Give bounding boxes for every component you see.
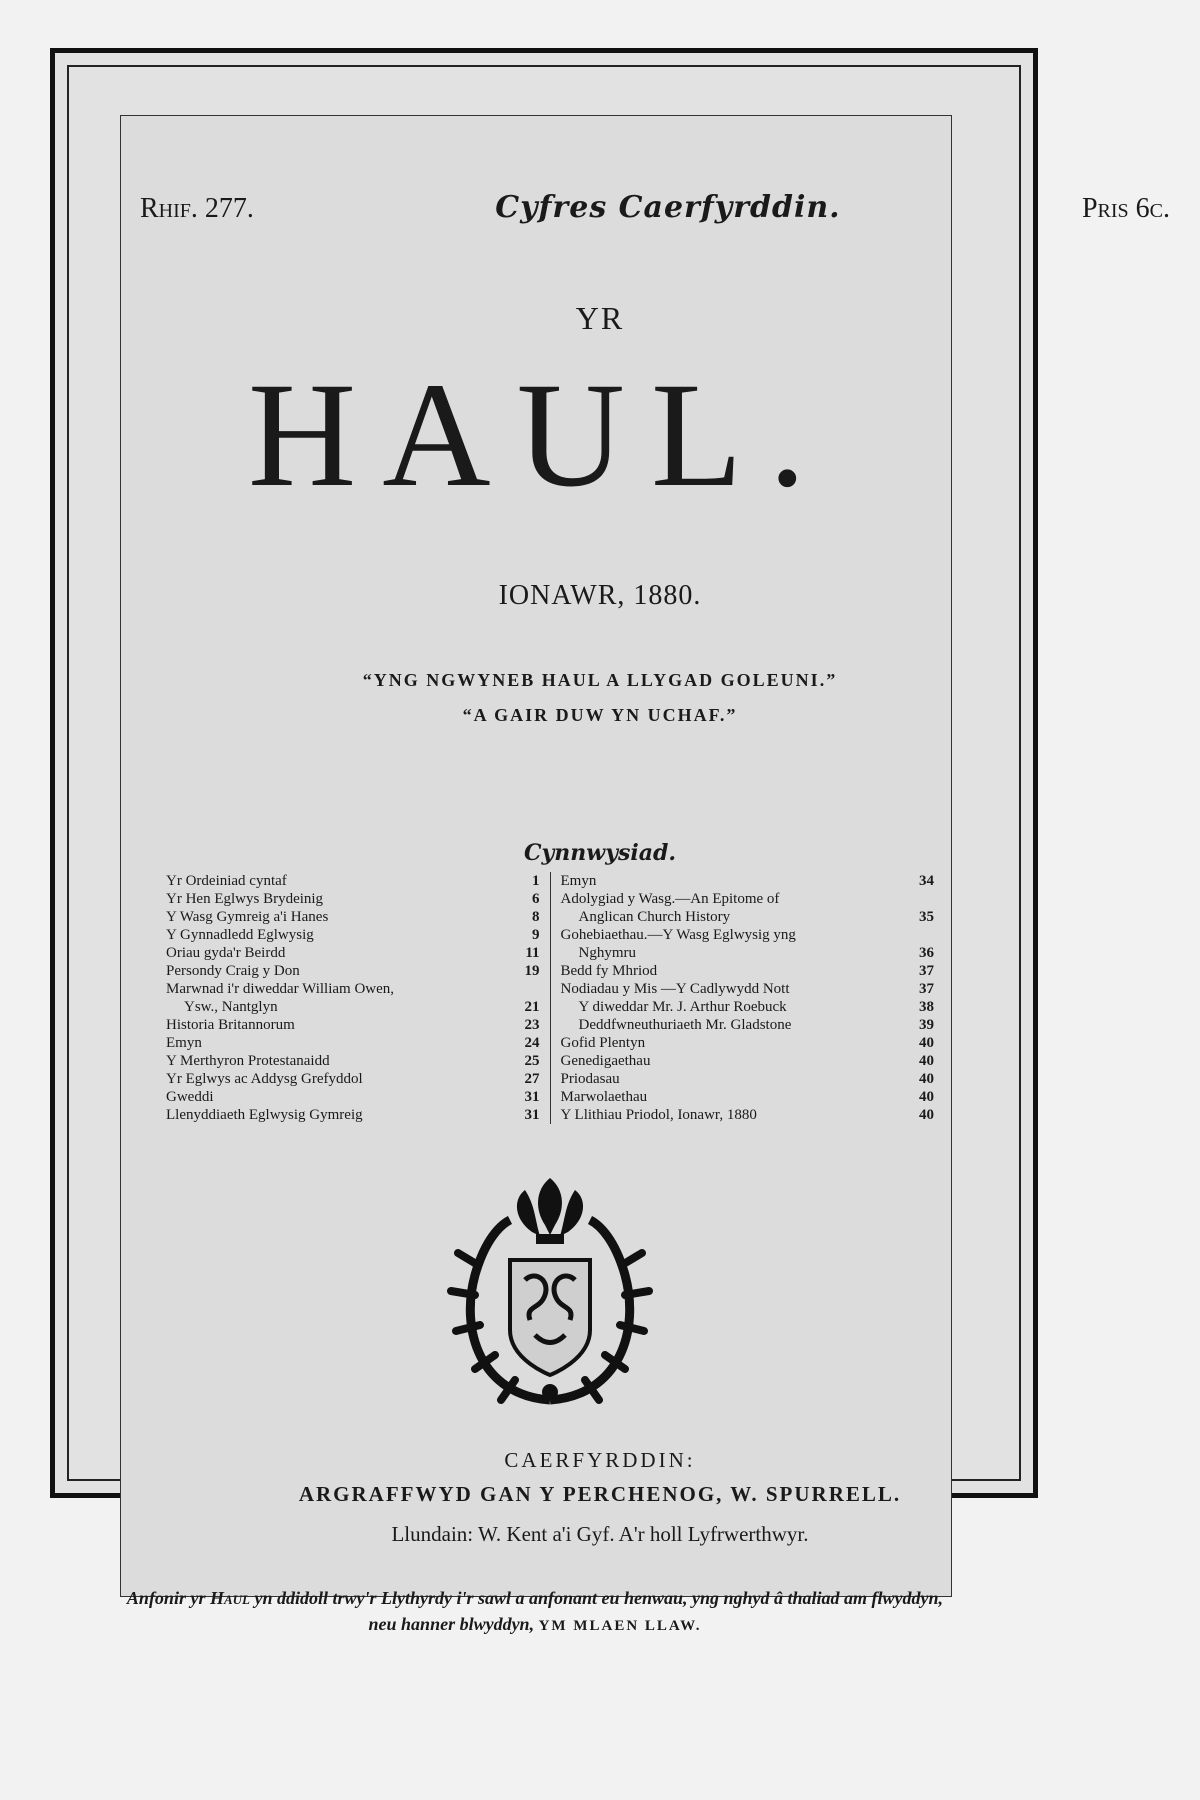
contents-entry-title: Emyn: [166, 1035, 202, 1051]
contents-entry-title: Y Wasg Gymreig a'i Hanes: [166, 909, 329, 925]
header-line: [130, 190, 1180, 225]
issue-number: Rhif. 277.: [140, 193, 254, 224]
contents-entry-page: 24: [524, 1035, 540, 1051]
contents-entry-page: 9: [532, 927, 540, 943]
contents-entry: [166, 1070, 540, 1088]
contents-entry: [166, 980, 540, 998]
contents-entry-page: 23: [524, 1017, 540, 1033]
contents-entry-title: Yr Eglwys ac Addysg Grefyddol: [166, 1071, 363, 1087]
contents-entry: [166, 962, 540, 980]
contents-entry: [561, 998, 935, 1016]
contents-entry: [166, 1088, 540, 1106]
contents-entry-page: 40: [919, 1035, 934, 1051]
contents-left-column: [160, 872, 551, 1124]
contents-entry: [561, 890, 935, 908]
contents-table: [160, 872, 940, 1124]
contents-entry: [561, 1106, 935, 1124]
contents-entry-title: Oriau gyda'r Beirdd: [166, 945, 286, 961]
contents-entry-page: 40: [919, 1107, 934, 1123]
subscription-notice: [120, 1585, 950, 1639]
contents-entry-title: Persondy Craig y Don: [166, 963, 300, 979]
contents-entry: [561, 908, 935, 926]
motto-1: “YNG NGWYNEB HAUL A LLYGAD GOLEUNI.”: [362, 670, 838, 690]
contents-entry: [561, 872, 935, 890]
contents-entry-title: Y diweddar Mr. J. Arthur Roebuck: [578, 999, 787, 1015]
contents-entry-page: 25: [524, 1053, 540, 1069]
contents-entry-page: 19: [524, 963, 540, 979]
contents-entry-page: 38: [919, 999, 934, 1015]
contents-entry: [166, 872, 540, 890]
contents-entry-title: Y Llithiau Priodol, Ionawr, 1880: [560, 1107, 757, 1123]
motto-2: “A GAIR DUW YN UCHAF.”: [462, 705, 738, 725]
contents-entry: [561, 926, 935, 944]
contents-entry: [166, 1106, 540, 1124]
magazine-title: HAUL.: [247, 352, 833, 518]
notice-tail: YM MLAEN LLAW.: [538, 1618, 702, 1634]
contents-heading: Cynnwysiad.: [523, 840, 677, 866]
contents-entry-page: 21: [524, 999, 540, 1015]
contents-entry: [561, 980, 935, 998]
contents-entry-title: Genedigaethau: [560, 1053, 651, 1069]
contents-entry-title: Y Merthyron Protestanaidd: [166, 1053, 330, 1069]
contents-entry-page: 39: [919, 1017, 934, 1033]
contents-entry-page: 40: [919, 1071, 934, 1087]
contents-entry-page: 40: [919, 1053, 934, 1069]
title-article: YR: [575, 300, 625, 336]
contents-entry-title: Adolygiad y Wasg.—An Epitome of: [560, 891, 780, 907]
contents-entry-title: Yr Hen Eglwys Brydeinig: [166, 891, 324, 907]
contents-entry: [561, 944, 935, 962]
contents-entry-title: Yr Ordeiniad cyntaf: [166, 873, 287, 889]
contents-entry-page: 6: [532, 891, 540, 907]
contents-entry-title: Marwolaethau: [560, 1089, 648, 1105]
contents-entry: [166, 908, 540, 926]
issue-date: IONAWR, 1880.: [498, 580, 702, 611]
contents-entry: [166, 1052, 540, 1070]
contents-entry-page: 27: [524, 1071, 540, 1087]
contents-entry-title: Deddfwneuthuriaeth Mr. Gladstone: [578, 1017, 792, 1033]
price: Pris 6c.: [1081, 193, 1170, 224]
contents-entry-title: Historia Britannorum: [166, 1017, 295, 1033]
notice-haul: Haul: [209, 1588, 250, 1608]
contents-entry-title: Priodasau: [560, 1071, 620, 1087]
contents-entry-page: 1: [532, 873, 540, 889]
contents-entry-title: Bedd fy Mhriod: [560, 963, 658, 979]
contents-entry-page: 35: [919, 909, 934, 925]
contents-entry-page: 31: [524, 1107, 540, 1123]
contents-entry-page: 31: [524, 1089, 540, 1105]
prince-of-wales-feathers-emblem-icon: [440, 1170, 660, 1420]
contents-entry: [166, 926, 540, 944]
contents-entry-page: 8: [532, 909, 540, 925]
contents-entry-title: Llenyddiaeth Eglwysig Gymreig: [166, 1107, 363, 1123]
london-agents: Llundain: W. Kent a'i Gyf. A'r holl Lyfrwerthwyr.: [391, 1522, 809, 1546]
contents-entry: [166, 890, 540, 908]
publication-place: CAERFYRDDIN:: [504, 1448, 696, 1472]
contents-entry-title: Anglican Church History: [578, 909, 731, 925]
contents-entry-page: 37: [919, 981, 934, 997]
contents-entry-title: Nghymru: [578, 945, 636, 961]
contents-entry: [166, 1034, 540, 1052]
contents-entry-page: 11: [525, 945, 540, 961]
contents-entry-title: Gweddi: [166, 1089, 214, 1105]
contents-entry: [561, 1052, 935, 1070]
contents-entry: [561, 1070, 935, 1088]
contents-entry-title: Gofid Plentyn: [560, 1035, 646, 1051]
contents-entry: [166, 944, 540, 962]
notice-part-1: Anfonir yr: [126, 1588, 206, 1608]
contents-entry: [561, 1034, 935, 1052]
contents-entry: [166, 1016, 540, 1034]
contents-entry-title: Y Gynnadledd Eglwysig: [166, 927, 314, 943]
contents-entry: [166, 998, 540, 1016]
notice-part-2: yn ddidoll trwy'r Llythyrdy i'r sawl a anfonant eu henwau, yng nghyd â thaliad am flwyddyn, neu hanner blwyddyn,: [254, 1588, 944, 1634]
contents-entry-title: Emyn: [560, 873, 597, 889]
series-name: Cyfres Caerfyrddin.: [495, 190, 841, 225]
contents-entry-page: 36: [919, 945, 934, 961]
printer-line: ARGRAFFWYD GAN Y PERCHENOG, W. SPURRELL.: [298, 1482, 902, 1506]
contents-entry-title: Gohebiaethau.—Y Wasg Eglwysig yng: [560, 927, 796, 943]
contents-entry: [561, 1088, 935, 1106]
contents-entry-title: Marwnad i'r diweddar William Owen,: [166, 981, 395, 997]
contents-entry-page: 37: [919, 963, 934, 979]
contents-entry-title: Ysw., Nantglyn: [184, 999, 278, 1015]
contents-entry: [561, 1016, 935, 1034]
contents-entry-page: 40: [919, 1089, 934, 1105]
contents-entry: [561, 962, 935, 980]
contents-entry-title: Nodiadau y Mis —Y Cadlywydd Nott: [560, 981, 790, 997]
contents-right-column: [551, 872, 941, 1124]
contents-entry-page: 34: [919, 873, 934, 889]
